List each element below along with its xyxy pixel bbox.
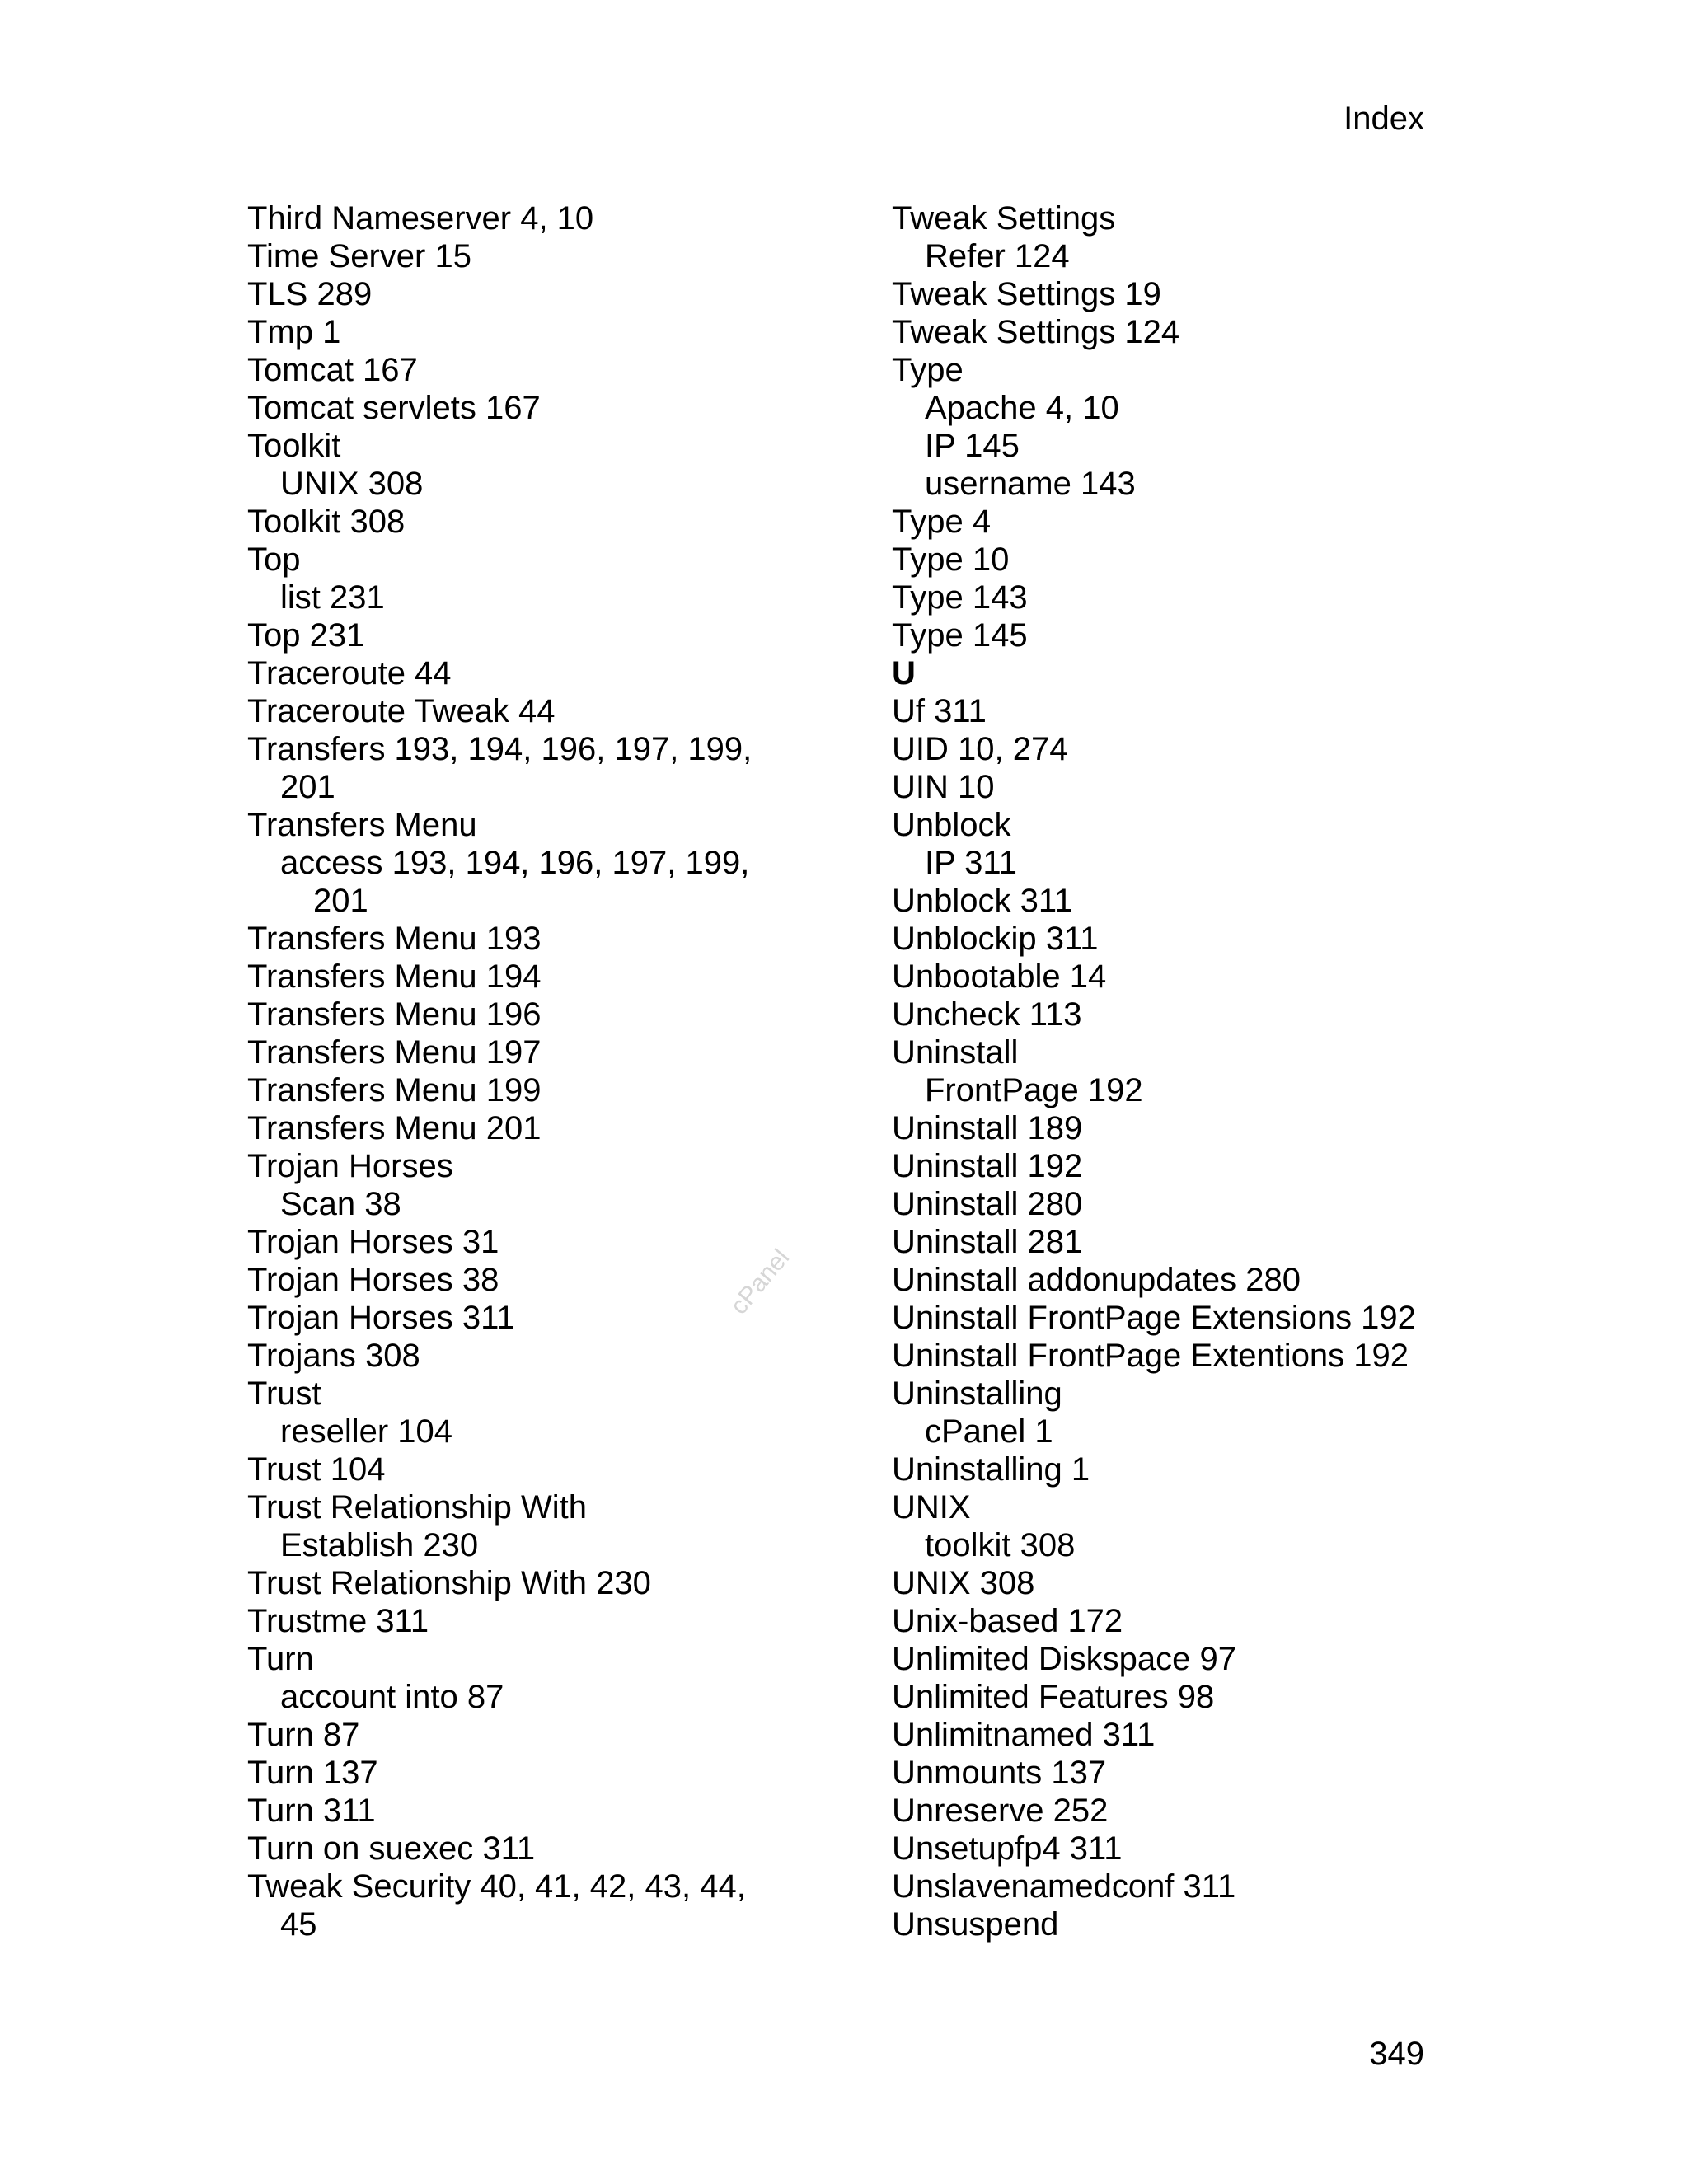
index-entry: Top bbox=[247, 541, 301, 578]
index-entry: Uninstall FrontPage Extensions 192 bbox=[892, 1300, 1416, 1336]
index-entry: Type 4 bbox=[892, 504, 992, 540]
index-entry: Type 145 bbox=[892, 617, 1028, 654]
index-entry: Transfers Menu bbox=[247, 807, 477, 843]
index-entry: Tweak Settings bbox=[892, 200, 1116, 237]
index-entry: Uninstall 281 bbox=[892, 1224, 1083, 1260]
index-entry: Trojans 308 bbox=[247, 1338, 420, 1374]
index-entry: Transfers Menu 199 bbox=[247, 1072, 542, 1108]
index-entry: Trust 104 bbox=[247, 1451, 386, 1488]
index-entry: Tweak Settings 124 bbox=[892, 314, 1180, 350]
index-entry: UIN 10 bbox=[892, 769, 995, 805]
index-subentry: list 231 bbox=[280, 579, 385, 616]
index-entry: Uninstall bbox=[892, 1034, 1019, 1071]
index-entry: Uninstalling 1 bbox=[892, 1451, 1090, 1488]
index-subentry: cPanel 1 bbox=[925, 1413, 1053, 1450]
index-entry: Time Server 15 bbox=[247, 238, 471, 274]
index-entry: Top 231 bbox=[247, 617, 365, 654]
page-number: 349 bbox=[1369, 2036, 1424, 2072]
index-entry: Toolkit bbox=[247, 428, 341, 464]
index-entry: Trojan Horses bbox=[247, 1148, 453, 1184]
index-entry: UNIX bbox=[892, 1489, 971, 1526]
index-entry: Turn on suexec 311 bbox=[247, 1830, 536, 1867]
index-entry: Unlimited Features 98 bbox=[892, 1679, 1215, 1715]
index-entry: Unix-based 172 bbox=[892, 1603, 1123, 1639]
index-entry: Trust Relationship With bbox=[247, 1489, 587, 1526]
index-entry: Trust bbox=[247, 1376, 321, 1412]
index-entry: Unblockip 311 bbox=[892, 921, 1099, 957]
index-entry: Transfers Menu 194 bbox=[247, 958, 542, 995]
index-entry: Tomcat servlets 167 bbox=[247, 390, 541, 426]
index-entry: Tomcat 167 bbox=[247, 352, 418, 388]
index-subentry: toolkit 308 bbox=[925, 1527, 1076, 1563]
index-entry: Uninstall 280 bbox=[892, 1186, 1083, 1222]
index-entry: Uninstall 189 bbox=[892, 1110, 1083, 1146]
index-entry: Unblock 311 bbox=[892, 883, 1073, 919]
index-entry: Uncheck 113 bbox=[892, 996, 1082, 1033]
running-head: Index bbox=[1343, 101, 1424, 137]
index-subentry: 201 bbox=[280, 769, 335, 805]
index-subentry: account into 87 bbox=[280, 1679, 504, 1715]
index-entry: Unlimitnamed 311 bbox=[892, 1717, 1156, 1753]
index-subentry: IP 145 bbox=[925, 428, 1020, 464]
index-entry: Uninstall addonupdates 280 bbox=[892, 1262, 1301, 1298]
index-subentry: Scan 38 bbox=[280, 1186, 401, 1222]
index-letter-heading: U bbox=[892, 655, 916, 691]
index-entry: Uninstalling bbox=[892, 1376, 1062, 1412]
index-entry: Uf 311 bbox=[892, 693, 987, 729]
index-entry: Unblock bbox=[892, 807, 1011, 843]
index-entry: Tweak Security 40, 41, 42, 43, 44, bbox=[247, 1868, 746, 1905]
index-subentry: Apache 4, 10 bbox=[925, 390, 1119, 426]
index-entry: Turn 137 bbox=[247, 1755, 378, 1791]
index-entry: Tweak Settings 19 bbox=[892, 276, 1161, 312]
index-entry: Uninstall 192 bbox=[892, 1148, 1083, 1184]
index-subentry: access 193, 194, 196, 197, 199, bbox=[280, 845, 750, 881]
index-entry: Uninstall FrontPage Extentions 192 bbox=[892, 1338, 1409, 1374]
index-entry: Trojan Horses 311 bbox=[247, 1300, 515, 1336]
watermark: cPanel bbox=[725, 1244, 795, 1320]
index-entry: Traceroute Tweak 44 bbox=[247, 693, 556, 729]
index-entry: UNIX 308 bbox=[892, 1565, 1035, 1601]
index-entry: Unmounts 137 bbox=[892, 1755, 1107, 1791]
index-entry: Third Nameserver 4, 10 bbox=[247, 200, 594, 237]
index-entry: Unlimited Diskspace 97 bbox=[892, 1641, 1236, 1677]
index-entry: Tmp 1 bbox=[247, 314, 341, 350]
index-entry: Transfers 193, 194, 196, 197, 199, bbox=[247, 731, 753, 767]
index-subentry: Establish 230 bbox=[280, 1527, 479, 1563]
index-subentry: username 143 bbox=[925, 466, 1136, 502]
index-subentry: IP 311 bbox=[925, 845, 1017, 881]
index-entry: Unsuspend bbox=[892, 1906, 1059, 1943]
index-subentry: Refer 124 bbox=[925, 238, 1070, 274]
index-entry: Type 10 bbox=[892, 541, 1010, 578]
index-entry: Unsetupfp4 311 bbox=[892, 1830, 1123, 1867]
index-entry: Type 143 bbox=[892, 579, 1028, 616]
index-entry: Trustme 311 bbox=[247, 1603, 429, 1639]
index-entry: Turn 311 bbox=[247, 1793, 376, 1829]
index-entry: Transfers Menu 197 bbox=[247, 1034, 542, 1071]
index-entry: Trust Relationship With 230 bbox=[247, 1565, 651, 1601]
index-column-left bbox=[247, 199, 824, 1943]
index-entry: Traceroute 44 bbox=[247, 655, 452, 691]
index-subentry: 45 bbox=[280, 1906, 317, 1943]
index-entry: Transfers Menu 193 bbox=[247, 921, 542, 957]
index-subentry: 201 bbox=[313, 883, 368, 919]
index-subentry: FrontPage 192 bbox=[925, 1072, 1143, 1108]
index-entry: Transfers Menu 196 bbox=[247, 996, 542, 1033]
index-subentry: reseller 104 bbox=[280, 1413, 453, 1450]
index-entry: Turn 87 bbox=[247, 1717, 360, 1753]
index-entry: Type bbox=[892, 352, 964, 388]
index-subentry: UNIX 308 bbox=[280, 466, 424, 502]
index-entry: Toolkit 308 bbox=[247, 504, 406, 540]
index-entry: Unslavenamedconf 311 bbox=[892, 1868, 1236, 1905]
index-entry: Transfers Menu 201 bbox=[247, 1110, 542, 1146]
index-entry: Trojan Horses 31 bbox=[247, 1224, 499, 1260]
index-entry: TLS 289 bbox=[247, 276, 373, 312]
index-column-right bbox=[892, 199, 1469, 1943]
index-entry: UID 10, 274 bbox=[892, 731, 1068, 767]
index-entry: Unbootable 14 bbox=[892, 958, 1107, 995]
index-entry: Unreserve 252 bbox=[892, 1793, 1109, 1829]
index-entry: Trojan Horses 38 bbox=[247, 1262, 499, 1298]
index-entry: Turn bbox=[247, 1641, 314, 1677]
